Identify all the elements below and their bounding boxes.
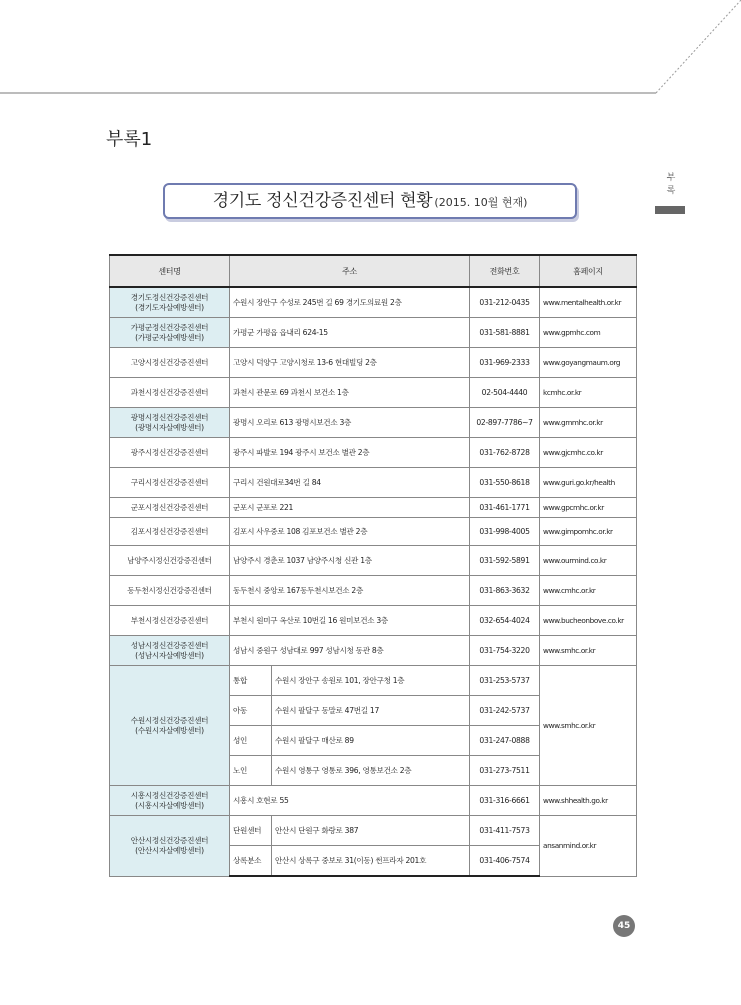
table-row xyxy=(110,318,637,348)
center-address: 동두천시 중앙로 167동두천시보건소 2층 xyxy=(230,576,470,606)
center-address: 성남시 중원구 성남대로 997 성남시청 동관 8층 xyxy=(230,636,470,666)
center-name xyxy=(110,408,230,438)
branch-address: 안산시 상록구 중보로 31(이동) 썬프라자 201호 xyxy=(272,846,470,877)
center-address: 김포시 사우중로 108 김포보건소 별관 2층 xyxy=(230,518,470,546)
center-address: 고양시 덕양구 고양시청로 13-6 현대빌딩 2층 xyxy=(230,348,470,378)
side-tab xyxy=(664,172,678,198)
table-row xyxy=(110,348,637,378)
branch-address: 수원시 영통구 영통로 396, 영통보건소 2층 xyxy=(272,756,470,786)
center-homepage[interactable]: www.gmmhc.or.kr xyxy=(540,408,637,438)
center-address: 광주시 파발로 194 광주시 보건소 별관 2층 xyxy=(230,438,470,468)
center-homepage[interactable]: www.gjcmhc.co.kr xyxy=(540,438,637,468)
table-row xyxy=(110,666,637,696)
page-title-box xyxy=(163,183,577,219)
center-homepage[interactable]: kcmhc.or.kr xyxy=(540,378,637,408)
center-name: 동두천시정신건강증진센터 xyxy=(110,576,230,606)
center-name-line: 수원시정신건강증진센터 xyxy=(130,715,209,725)
page-number: 45 xyxy=(613,915,635,937)
center-name-sub: (수원시자살예방센터) xyxy=(135,725,204,735)
branch-address: 수원시 팔달구 매산로 89 xyxy=(272,726,470,756)
branch-address: 수원시 팔달구 동말로 47번길 17 xyxy=(272,696,470,726)
table-row xyxy=(110,378,637,408)
center-phone: 031-863-3632 xyxy=(470,576,540,606)
center-phone: 031-461-1771 xyxy=(470,498,540,518)
center-name-line: 가평군정신건강증진센터 xyxy=(130,322,209,332)
center-phone: 02-897-7786~7 xyxy=(470,408,540,438)
centers-table xyxy=(109,254,637,877)
table-row xyxy=(110,518,637,546)
center-phone: 032-654-4024 xyxy=(470,606,540,636)
center-name xyxy=(110,666,230,786)
center-phone: 031-592-5891 xyxy=(470,546,540,576)
table-row xyxy=(110,546,637,576)
branch-phone: 031-411-7573 xyxy=(470,816,540,846)
center-phone: 031-316-6661 xyxy=(470,786,540,816)
center-name-sub: (안산시자살예방센터) xyxy=(135,845,204,855)
center-name-line: 성남시정신건강증진센터 xyxy=(130,640,209,650)
center-name: 남양주시정신건강증진센터 xyxy=(110,546,230,576)
header-phone: 전화번호 xyxy=(470,255,540,287)
center-name xyxy=(110,287,230,318)
center-phone: 02-504-4440 xyxy=(470,378,540,408)
center-homepage[interactable]: www.gimpomhc.or.kr xyxy=(540,518,637,546)
center-phone: 031-550-8618 xyxy=(470,468,540,498)
center-name-sub: (시흥시자살예방센터) xyxy=(135,800,204,810)
branch-phone: 031-247-0888 xyxy=(470,726,540,756)
table-row xyxy=(110,576,637,606)
center-phone: 031-581-8881 xyxy=(470,318,540,348)
center-address: 가평군 가평읍 읍내리 624-15 xyxy=(230,318,470,348)
center-address: 군포시 군포로 221 xyxy=(230,498,470,518)
center-name-sub: (경기도자살예방센터) xyxy=(135,302,204,312)
page-title: 경기도 정신건강증진센터 현황 xyxy=(212,191,433,211)
center-name xyxy=(110,816,230,877)
center-name-line: 광명시정신건강증진센터 xyxy=(130,412,209,422)
center-homepage[interactable]: www.guri.go.kr/health xyxy=(540,468,637,498)
branch-address: 안산시 단원구 화랑로 387 xyxy=(272,816,470,846)
center-homepage[interactable]: www.smhc.or.kr xyxy=(540,666,637,786)
table-row xyxy=(110,438,637,468)
table-row xyxy=(110,498,637,518)
page-title-date: (2015. 10월 현재) xyxy=(434,196,528,209)
center-homepage[interactable]: www.gpmhc.com xyxy=(540,318,637,348)
branch-phone: 031-273-7511 xyxy=(470,756,540,786)
center-phone: 031-762-8728 xyxy=(470,438,540,468)
table-row xyxy=(110,606,637,636)
center-address: 남양주시 경춘로 1037 남양주시청 신관 1층 xyxy=(230,546,470,576)
center-name: 과천시정신건강증진센터 xyxy=(110,378,230,408)
center-name: 구리시정신건강증진센터 xyxy=(110,468,230,498)
branch-label: 성인 xyxy=(230,726,272,756)
center-address: 구리시 건원대로34번 길 84 xyxy=(230,468,470,498)
branch-label: 통합 xyxy=(230,666,272,696)
center-name xyxy=(110,318,230,348)
center-homepage[interactable]: www.goyangmaum.org xyxy=(540,348,637,378)
center-name-sub: (성남시자살예방센터) xyxy=(135,650,204,660)
branch-phone: 031-253-5737 xyxy=(470,666,540,696)
header-homepage: 홈페이지 xyxy=(540,255,637,287)
center-name-line: 안산시정신건강증진센터 xyxy=(130,835,209,845)
center-address: 시흥시 호현로 55 xyxy=(230,786,470,816)
center-address: 수원시 장안구 수성로 245번 길 69 경기도의료원 2층 xyxy=(230,287,470,318)
center-homepage[interactable]: www.ourmind.co.kr xyxy=(540,546,637,576)
center-name xyxy=(110,636,230,666)
center-address: 과천시 관문로 69 과천시 보건소 1층 xyxy=(230,378,470,408)
center-name-line: 경기도정신건강증진센터 xyxy=(130,292,209,302)
center-address: 부천시 원미구 옥산로 10번길 16 원미보건소 3층 xyxy=(230,606,470,636)
center-name-line: 시흥시정신건강증진센터 xyxy=(130,790,209,800)
center-homepage[interactable]: www.bucheonbove.co.kr xyxy=(540,606,637,636)
center-homepage[interactable]: ansanmind.or.kr xyxy=(540,816,637,877)
center-name: 광주시정신건강증진센터 xyxy=(110,438,230,468)
center-homepage[interactable]: www.gpcmhc.or.kr xyxy=(540,498,637,518)
side-tab-char: 록 xyxy=(666,186,676,196)
branch-phone: 031-406-7574 xyxy=(470,846,540,877)
header-center-name: 센터명 xyxy=(110,255,230,287)
table-row xyxy=(110,636,637,666)
side-tab-char: 부 xyxy=(666,173,676,183)
center-homepage[interactable]: www.mentalhealth.or.kr xyxy=(540,287,637,318)
table-row xyxy=(110,408,637,438)
center-name: 고양시정신건강증진센터 xyxy=(110,348,230,378)
table-row xyxy=(110,816,637,846)
center-name-sub: (가평군자살예방센터) xyxy=(135,332,204,342)
center-homepage[interactable]: www.shhealth.go.kr xyxy=(540,786,637,816)
center-phone: 031-212-0435 xyxy=(470,287,540,318)
center-name-sub: (광명시자살예방센터) xyxy=(135,422,204,432)
center-address: 광명시 오리로 613 광명시보건소 3층 xyxy=(230,408,470,438)
branch-label: 상록분소 xyxy=(230,846,272,877)
branch-label: 아동 xyxy=(230,696,272,726)
table-row xyxy=(110,468,637,498)
header-address: 주소 xyxy=(230,255,470,287)
center-name xyxy=(110,786,230,816)
branch-address: 수원시 장안구 송원로 101, 장안구청 1층 xyxy=(272,666,470,696)
center-name: 군포시정신건강증진센터 xyxy=(110,498,230,518)
appendix-label: 부록1 xyxy=(106,129,153,150)
branch-label: 노인 xyxy=(230,756,272,786)
center-phone: 031-754-3220 xyxy=(470,636,540,666)
center-phone: 031-969-2333 xyxy=(470,348,540,378)
table-row xyxy=(110,786,637,816)
center-homepage[interactable]: www.smhc.or.kr xyxy=(540,636,637,666)
center-homepage[interactable]: www.cmhc.or.kr xyxy=(540,576,637,606)
center-name: 부천시정신건강증진센터 xyxy=(110,606,230,636)
center-name: 김포시정신건강증진센터 xyxy=(110,518,230,546)
table-header-row xyxy=(110,255,637,287)
branch-label: 단원센터 xyxy=(230,816,272,846)
side-tab-marker xyxy=(655,206,685,214)
branch-phone: 031-242-5737 xyxy=(470,696,540,726)
center-phone: 031-998-4005 xyxy=(470,518,540,546)
table-row xyxy=(110,287,637,318)
